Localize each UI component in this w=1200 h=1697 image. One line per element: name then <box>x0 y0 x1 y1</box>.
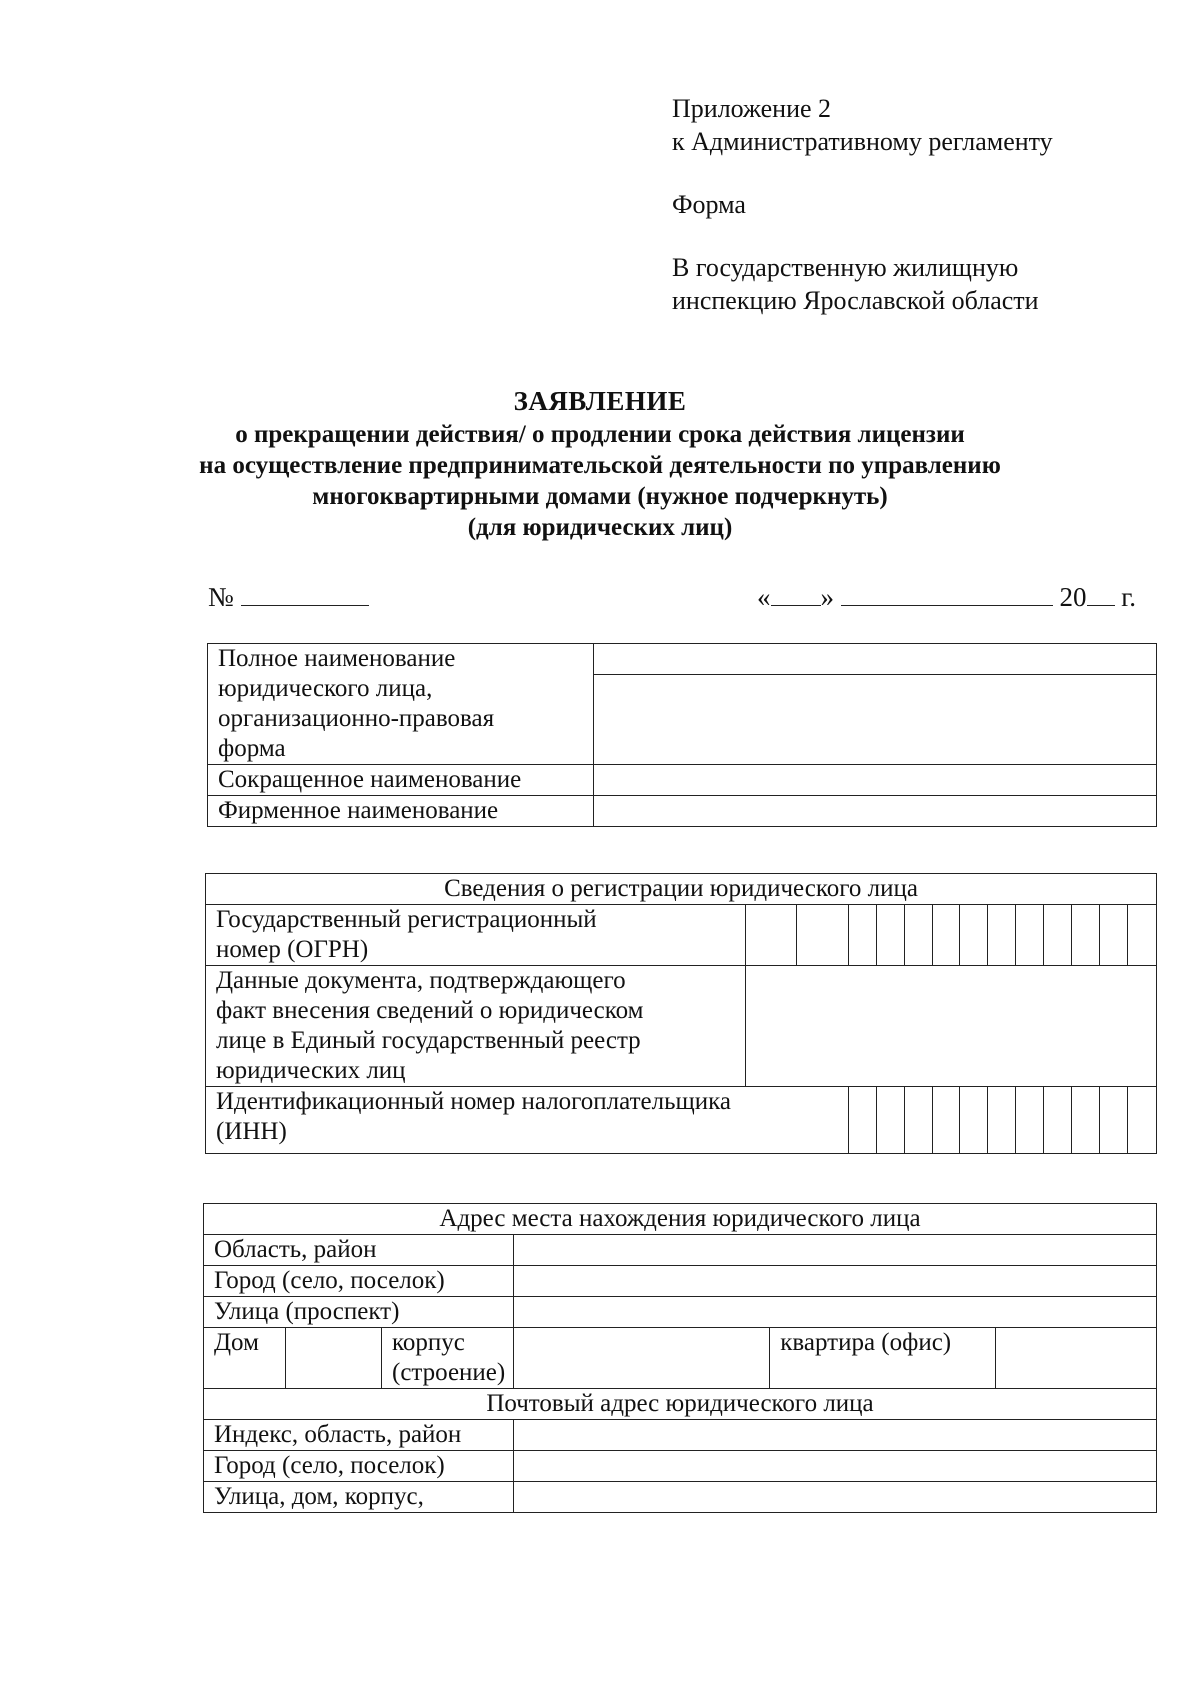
location-address-header: Адрес места нахождения юридического лица <box>204 1204 1157 1235</box>
inn-digit-cell[interactable] <box>988 1087 1016 1154</box>
address-table <box>203 1203 1157 1513</box>
ogrn-digit-cell[interactable] <box>960 905 988 966</box>
street-label: Улица (проспект) <box>204 1297 514 1328</box>
registration-info-table <box>205 873 1157 1154</box>
table-row <box>206 1087 1157 1154</box>
table-row <box>204 1389 1157 1420</box>
short-name-field[interactable] <box>594 765 1157 796</box>
recipient-line-2: инспекцию Ярославской области <box>672 286 1039 315</box>
table-row <box>206 905 1157 966</box>
registry-document-field[interactable] <box>746 966 1157 1087</box>
table-row <box>204 1266 1157 1297</box>
table-row <box>204 1451 1157 1482</box>
title-line-1: о прекращении действия/ о продлении срока действия лицензии <box>235 421 965 448</box>
title-line-3: многоквартирными домами (нужное подчеркнуть) <box>312 483 888 510</box>
city-field[interactable] <box>514 1266 1157 1297</box>
postal-street-field[interactable] <box>514 1482 1157 1513</box>
region-field[interactable] <box>514 1235 1157 1266</box>
inn-digit-cell[interactable] <box>904 1087 932 1154</box>
table-row <box>204 1297 1157 1328</box>
table-row <box>204 1420 1157 1451</box>
postal-city-label: Город (село, поселок) <box>204 1451 514 1482</box>
document-title <box>0 386 1200 543</box>
inn-digit-cell[interactable] <box>1044 1087 1072 1154</box>
legal-entity-name-table <box>207 643 1157 827</box>
ogrn-digit-cell[interactable] <box>1072 905 1100 966</box>
title-line-4: (для юридических лиц) <box>467 514 733 541</box>
ogrn-digit-cell[interactable] <box>746 905 849 966</box>
annex-title: Приложение 2 <box>672 94 832 123</box>
house-field[interactable] <box>286 1328 382 1389</box>
date-month-field[interactable] <box>841 583 1053 606</box>
building-label: корпус (строение) <box>382 1328 514 1389</box>
title-line-2: на осуществление предпринимательской деятельности по управлению <box>199 452 1001 479</box>
apartment-label: квартира (офис) <box>770 1328 996 1389</box>
date-year-suffix: г. <box>1121 582 1137 612</box>
house-label: Дом <box>204 1328 286 1389</box>
ogrn-digit-cell[interactable] <box>1016 905 1044 966</box>
region-label: Область, район <box>204 1235 514 1266</box>
date-quote-close: » <box>820 582 834 612</box>
inn-digit-cell[interactable] <box>960 1087 988 1154</box>
ogrn-digit-cell[interactable] <box>1044 905 1072 966</box>
postal-street-label: Улица, дом, корпус, <box>204 1482 514 1513</box>
ogrn-digit-cell[interactable] <box>848 905 876 966</box>
form-label: Форма <box>672 190 746 219</box>
street-field[interactable] <box>514 1297 1157 1328</box>
inn-digit-cell[interactable] <box>848 1087 876 1154</box>
inn-label: Идентификационный номер налогоплательщика (ИНН) <box>206 1087 849 1154</box>
ogrn-digit-cell[interactable] <box>1128 905 1157 966</box>
registry-document-label: Данные документа, подтверждающего факт внесения сведений о юридическом лице в Единый государственный реестр юридических лиц <box>206 966 746 1087</box>
apartment-field[interactable] <box>996 1328 1157 1389</box>
table-row <box>208 644 1157 765</box>
registration-header: Сведения о регистрации юридического лица <box>206 874 1157 905</box>
table-row <box>204 1235 1157 1266</box>
firm-name-field[interactable] <box>594 796 1157 827</box>
postal-city-field[interactable] <box>514 1451 1157 1482</box>
full-name-field[interactable] <box>594 644 1157 765</box>
ogrn-digit-cell[interactable] <box>988 905 1016 966</box>
table-row <box>206 874 1157 905</box>
date-year-prefix: 20 <box>1059 582 1087 612</box>
postal-address-header: Почтовый адрес юридического лица <box>204 1389 1157 1420</box>
number-blank-field[interactable] <box>241 583 369 606</box>
building-field[interactable] <box>514 1328 770 1389</box>
application-number <box>208 582 369 613</box>
postal-index-label: Индекс, область, район <box>204 1420 514 1451</box>
number-label: № <box>208 582 234 612</box>
firm-name-label: Фирменное наименование <box>208 796 594 827</box>
inn-digit-cell[interactable] <box>932 1087 960 1154</box>
table-row <box>204 1204 1157 1235</box>
ogrn-digit-cell[interactable] <box>876 905 904 966</box>
annex-subtitle: к Административному регламенту <box>672 127 1053 156</box>
city-label: Город (село, поселок) <box>204 1266 514 1297</box>
ogrn-digit-cell[interactable] <box>932 905 960 966</box>
ogrn-digit-cell[interactable] <box>1100 905 1128 966</box>
table-row <box>208 765 1157 796</box>
ogrn-label: Государственный регистрационный номер (ОГРН) <box>206 905 746 966</box>
date-day-field[interactable] <box>771 583 821 606</box>
recipient-line-1: В государственную жилищную <box>672 253 1019 282</box>
application-date <box>757 582 1136 613</box>
table-row <box>208 796 1157 827</box>
table-row <box>206 966 1157 1087</box>
postal-index-field[interactable] <box>514 1420 1157 1451</box>
annex-block <box>672 92 1053 317</box>
date-year-field[interactable] <box>1087 583 1115 606</box>
inn-digit-cell[interactable] <box>1072 1087 1100 1154</box>
table-row <box>204 1482 1157 1513</box>
table-row <box>204 1328 1157 1389</box>
inn-digit-cell[interactable] <box>1128 1087 1157 1154</box>
inn-digit-cell[interactable] <box>876 1087 904 1154</box>
full-name-label: Полное наименование юридического лица, организационно-правовая форма <box>208 644 594 765</box>
inn-digit-cell[interactable] <box>1100 1087 1128 1154</box>
ogrn-digit-cell[interactable] <box>904 905 932 966</box>
date-quote-open: « <box>757 582 771 612</box>
short-name-label: Сокращенное наименование <box>208 765 594 796</box>
inn-digit-cell[interactable] <box>1016 1087 1044 1154</box>
title-main: ЗАЯВЛЕНИЕ <box>513 386 687 416</box>
